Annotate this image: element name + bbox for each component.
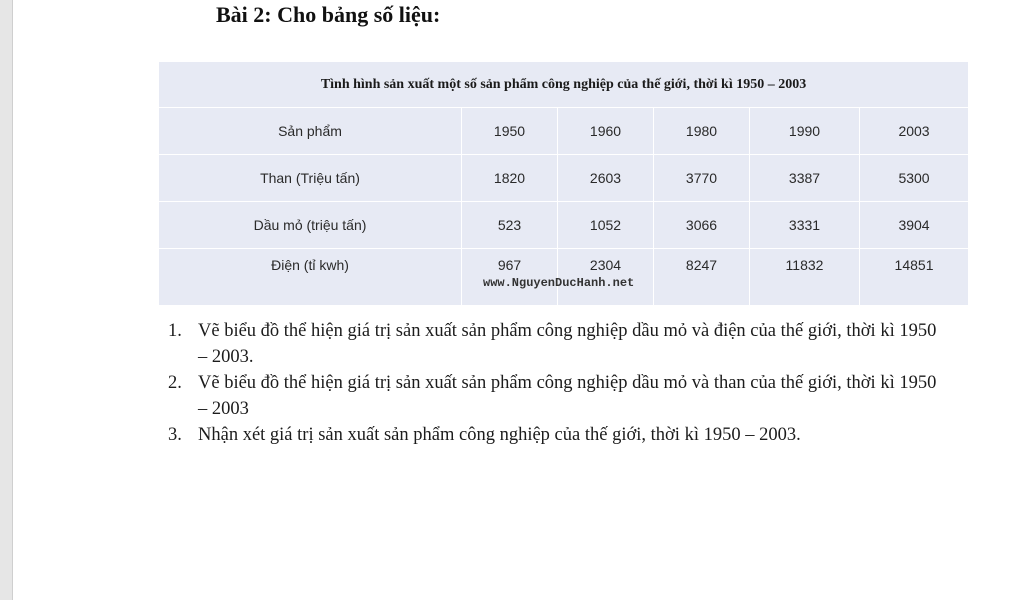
question-item xyxy=(168,318,948,370)
header-cell: 1980 xyxy=(654,108,750,155)
table-cell: 523 xyxy=(462,202,558,249)
question-number: 3. xyxy=(168,425,182,445)
table-cell: Than (Triệu tấn) xyxy=(159,155,462,202)
table-cell: 5300 xyxy=(860,155,969,202)
exercise-heading: Bài 2: Cho bảng số liệu: xyxy=(216,2,441,27)
table-row xyxy=(159,202,969,249)
table-cell: Điện (tỉ kwh) xyxy=(159,249,462,306)
table-title: Tình hình sản xuất một số sản phẩm công nghiệp của thế giới, thời kì 1950 – 2003 xyxy=(159,62,969,108)
header-cell: 1990 xyxy=(750,108,860,155)
question-text: Vẽ biểu đồ thể hiện giá trị sản xuất sản phẩm công nghiệp dầu mỏ và than của thế giới, thời kì 1950 – 2003 xyxy=(198,373,937,419)
table-header-row xyxy=(159,108,969,155)
table-cell: 3066 xyxy=(654,202,750,249)
question-item xyxy=(168,422,948,448)
table-cell: 11832 xyxy=(750,249,860,306)
table-cell: 8247 xyxy=(654,249,750,306)
header-cell: 1950 xyxy=(462,108,558,155)
watermark-text: www.NguyenDucHanh.net xyxy=(483,276,635,290)
table-cell: 2304 xyxy=(558,249,654,306)
document-page xyxy=(12,0,1024,600)
question-number: 1. xyxy=(168,321,182,341)
data-table xyxy=(158,61,969,306)
table-cell: 3904 xyxy=(860,202,969,249)
table-cell: 2603 xyxy=(558,155,654,202)
table-cell: 3331 xyxy=(750,202,860,249)
table-cell: 967 xyxy=(462,249,558,306)
question-item xyxy=(168,370,948,422)
header-cell: 1960 xyxy=(558,108,654,155)
table-cell: 1820 xyxy=(462,155,558,202)
table-cell: Dầu mỏ (triệu tấn) xyxy=(159,202,462,249)
question-number: 2. xyxy=(168,373,182,393)
table-cell: 14851 xyxy=(860,249,969,306)
header-cell: 2003 xyxy=(860,108,969,155)
table-cell: 3387 xyxy=(750,155,860,202)
table-cell: 3770 xyxy=(654,155,750,202)
table-row xyxy=(159,155,969,202)
question-text: Vẽ biểu đồ thể hiện giá trị sản xuất sản phẩm công nghiệp dầu mỏ và điện của thế giới, thời kì 1950 – 2003. xyxy=(198,321,937,367)
header-cell: Sản phẩm xyxy=(159,108,462,155)
question-text: Nhận xét giá trị sản xuất sản phẩm công nghiệp của thế giới, thời kì 1950 – 2003. xyxy=(198,425,801,445)
table-cell: 1052 xyxy=(558,202,654,249)
question-list xyxy=(168,318,948,448)
